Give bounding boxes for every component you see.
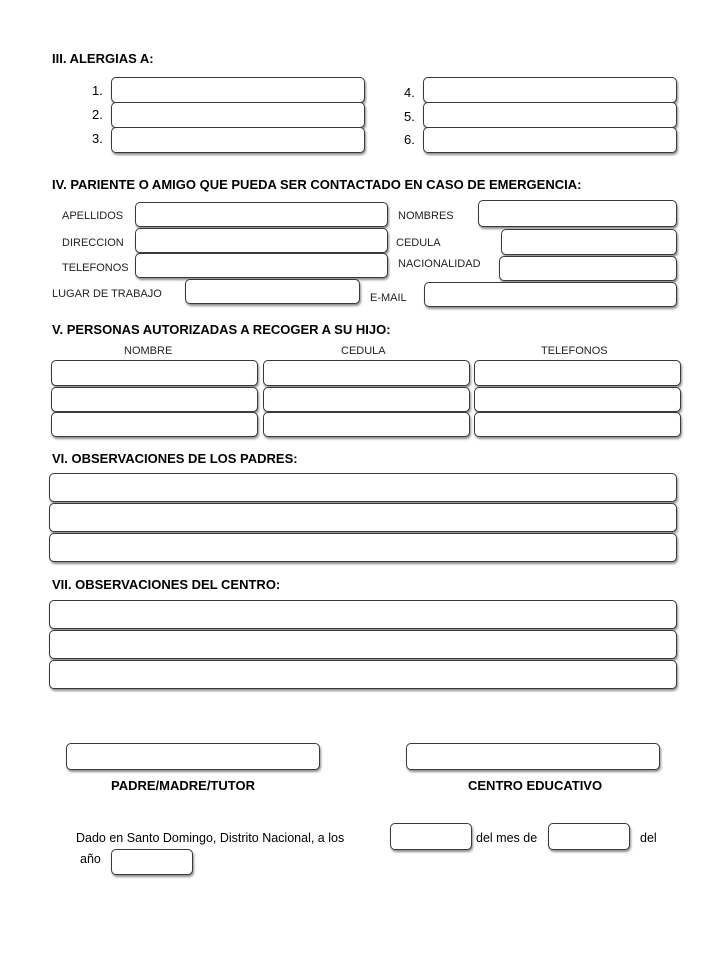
day-field[interactable] [390, 823, 472, 850]
allergy-6-field[interactable] [423, 127, 677, 153]
email-label: E-MAIL [370, 292, 407, 304]
year-text: año [80, 852, 101, 866]
center-signature-field[interactable] [406, 743, 660, 770]
allergy-4-field[interactable] [423, 77, 677, 103]
allergies-heading: III. ALERGIAS A: [52, 51, 154, 66]
direccion-label: DIRECCION [62, 237, 124, 249]
nombres-label: NOMBRES [398, 210, 454, 222]
allergy-1-field[interactable] [111, 77, 365, 103]
allergy-number-2: 2. [92, 107, 103, 122]
cedula-label: CEDULA [396, 237, 441, 249]
del-text: del [640, 831, 657, 845]
column-nombre: NOMBRE [124, 345, 173, 357]
lugar-trabajo-field[interactable] [185, 279, 360, 304]
allergy-number-4: 4. [404, 85, 415, 100]
lugar-trabajo-label: LUGAR DE TRABAJO [52, 288, 162, 300]
allergy-number-5: 5. [404, 109, 415, 124]
authorized-1-telefonos[interactable] [474, 360, 681, 386]
center-signature-label: CENTRO EDUCATIVO [468, 778, 603, 793]
parents-observations-heading: VI. OBSERVACIONES DE LOS PADRES: [52, 451, 298, 466]
apellidos-field[interactable] [135, 202, 388, 227]
authorized-heading: V. PERSONAS AUTORIZADAS A RECOGER A SU HIJO: [52, 322, 391, 337]
apellidos-label: APELLIDOS [62, 210, 124, 222]
parents-observation-line-1[interactable] [49, 473, 677, 502]
allergy-number-6: 6. [404, 132, 415, 147]
allergy-5-field[interactable] [423, 102, 677, 128]
telefonos-label: TELEFONOS [62, 262, 129, 274]
allergy-number-3: 3. [92, 131, 103, 146]
center-observation-line-3[interactable] [49, 660, 677, 689]
authorized-2-nombre[interactable] [51, 387, 258, 412]
parents-observation-line-2[interactable] [49, 503, 677, 532]
authorized-3-nombre[interactable] [51, 412, 258, 437]
authorized-1-nombre[interactable] [51, 360, 258, 386]
authorized-1-cedula[interactable] [263, 360, 470, 386]
telefonos-field[interactable] [135, 253, 388, 278]
column-cedula: CEDULA [341, 345, 386, 357]
center-observations-heading: VII. OBSERVACIONES DEL CENTRO: [52, 577, 281, 592]
given-in-text: Dado en Santo Domingo, Distrito Nacional, a los [76, 831, 345, 845]
authorized-2-cedula[interactable] [263, 387, 470, 412]
parent-signature-field[interactable] [66, 743, 320, 770]
year-field[interactable] [111, 849, 193, 875]
emergency-contact-heading: IV. PARIENTE O AMIGO QUE PUEDA SER CONTACTADO EN CASO DE EMERGENCIA: [52, 177, 582, 192]
nombres-field[interactable] [478, 200, 677, 227]
direccion-field[interactable] [135, 228, 388, 253]
nacionalidad-label: NACIONALIDAD [398, 258, 481, 270]
center-observation-line-2[interactable] [49, 630, 677, 659]
allergy-2-field[interactable] [111, 102, 365, 128]
cedula-field[interactable] [501, 229, 677, 255]
allergy-number-1: 1. [92, 83, 103, 98]
parent-signature-label: PADRE/MADRE/TUTOR [111, 778, 255, 793]
month-text: del mes de [476, 831, 538, 845]
parents-observation-line-3[interactable] [49, 533, 677, 562]
authorized-2-telefonos[interactable] [474, 387, 681, 412]
month-field[interactable] [548, 823, 630, 850]
nacionalidad-field[interactable] [499, 256, 677, 281]
center-observation-line-1[interactable] [49, 600, 677, 629]
authorized-3-telefonos[interactable] [474, 412, 681, 437]
allergy-3-field[interactable] [111, 127, 365, 153]
column-telefonos: TELEFONOS [541, 345, 608, 357]
email-field[interactable] [424, 282, 677, 307]
authorized-3-cedula[interactable] [263, 412, 470, 437]
